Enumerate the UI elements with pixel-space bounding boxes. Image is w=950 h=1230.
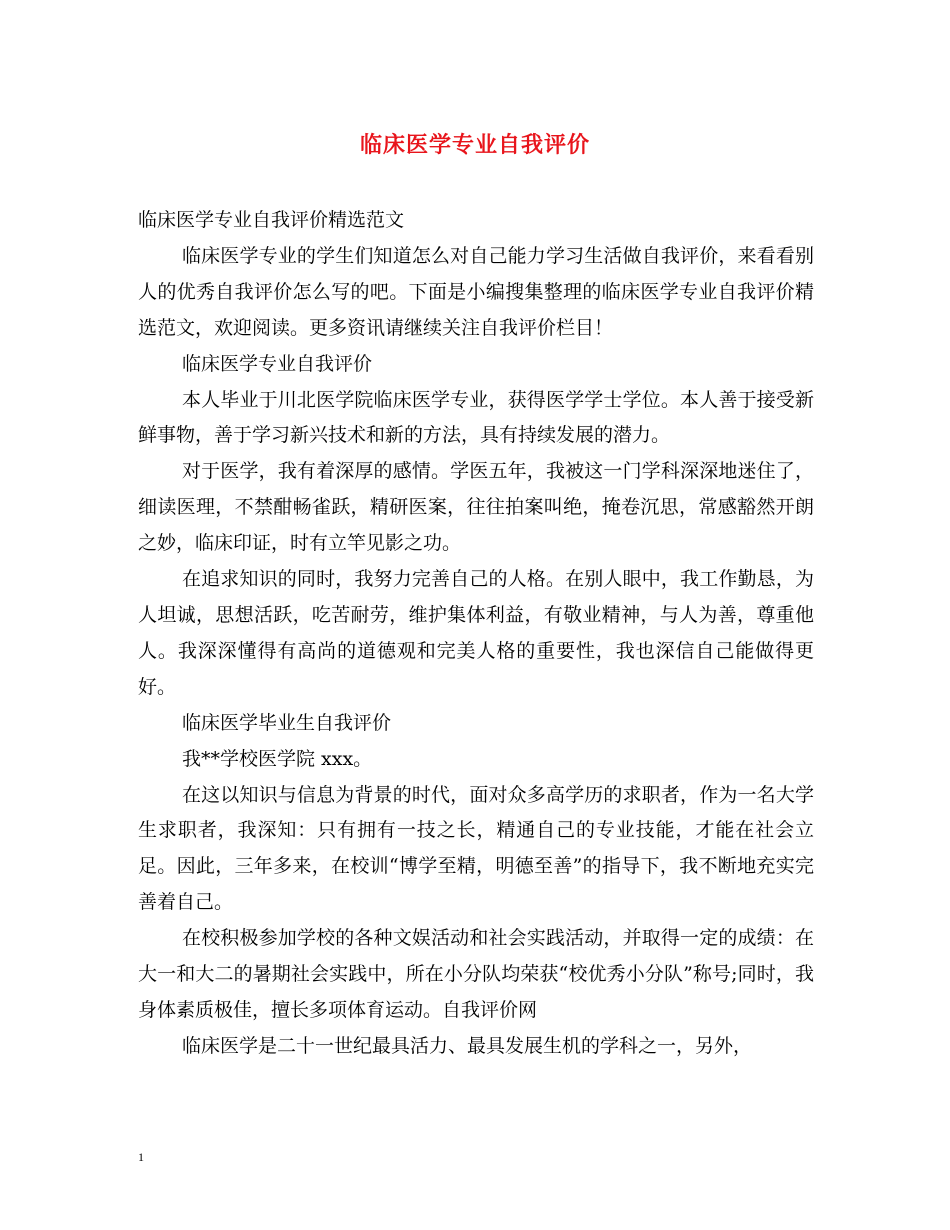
paragraph-10: 在校积极参加学校的各种文娱活动和社会实践活动，并取得一定的成绩：在大一和大二的暑期社会实践中，所在小分队均荣获“校优秀小分队”称号;同时，我身体素质极佳，擅长多项体育运动。自我评价网: [138, 927, 814, 1021]
document-body: [138, 203, 814, 1065]
paragraph-1: 临床医学专业自我评价精选范文: [138, 209, 405, 231]
paragraph-9: 在这以知识与信息为背景的时代，面对众多高学历的求职者，作为一名大学生求职者，我深知：只有拥有一技之长，精通自己的专业技能，才能在社会立足。因此，三年多来，在校训“博学至精，明德至善”的指导下，我不断地充实完善着自己。: [138, 783, 814, 914]
paragraph-2: 临床医学专业的学生们知道怎么对自己能力学习生活做自我评价，来看看别人的优秀自我评价怎么写的吧。下面是小编搜集整理的临床医学专业自我评价精选范文，欢迎阅读。更多资讯请继续关注自我评价栏目！: [138, 244, 814, 339]
paragraph-7: 临床医学毕业生自我评价: [182, 711, 392, 734]
paragraph-3: 临床医学专业自我评价: [182, 352, 373, 375]
paragraph-11: 临床医学是二十一世纪最具活力、最具发展生机的学科之一，另外，: [182, 1034, 753, 1057]
paragraph-8: 我**学校医学院 xxx。: [182, 747, 373, 770]
paragraph-6: 在追求知识的同时，我努力完善自己的人格。在别人眼中，我工作勤恳，为人坦诚，思想活跃，吃苦耐劳，维护集体利益，有敬业精神，与人为善，尊重他人。我深深懂得有高尚的道德观和完美人格的重要性，我也深信自己能做得更好。: [138, 568, 814, 698]
paragraph-5: 对于医学，我有着深厚的感情。学医五年，我被这一门学科深深地迷住了，细读医理，不禁酣畅雀跃，精研医案，往往拍案叫绝，掩卷沉思，常感豁然开朗之妙，临床印证，时有立竿见影之功。: [138, 460, 814, 555]
page-number: 1: [138, 1150, 144, 1164]
paragraph-4: 本人毕业于川北医学院临床医学专业，获得医学学士学位。本人善于接受新鲜事物，善于学习新兴技术和新的方法，具有持续发展的潜力。: [138, 388, 814, 447]
document-title: 临床医学专业自我评价: [359, 133, 590, 158]
